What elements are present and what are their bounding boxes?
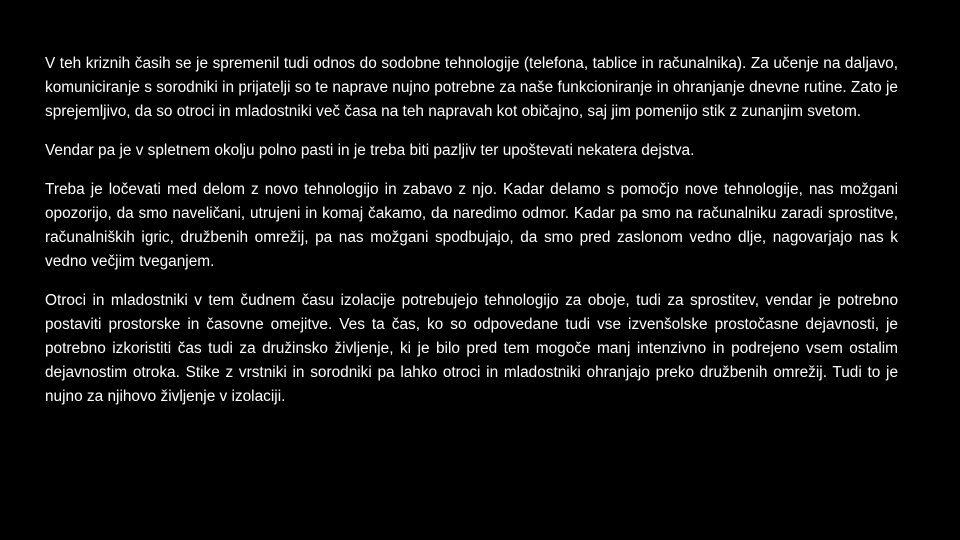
paragraph-work-vs-fun: Treba je ločevati med delom z novo tehnologijo in zabavo z njo. Kadar delamo s pomočjo nove tehnologije, nas možgani opozorijo, da smo naveličani, utrujeni in komaj čakamo, da naredimo odmor. Kadar pa smo na računalniku zaradi sprostitve, računalniških igric, družbenih omrežij, pa nas možgani spodbujajo, da smo pred zaslonom vedno dlje, nagovarjajo nas k vedno večjim tveganjem. [45, 181, 898, 270]
paragraph-online-pitfalls: Vendar pa je v spletnem okolju polno pasti in je treba biti pazljiv ter upoštevati nekatera dejstva. [45, 142, 695, 159]
paragraph-technology-attitude: V teh kriznih časih se je spremenil tudi odnos do sodobne tehnologije (telefona, tablice in računalnika). Za učenje na daljavo, komuniciranje s sorodniki in prijatelji so te naprave nujno potrebne za naše funkcioniranje in ohranjanje dnevne rutine. Zato je sprejemljivo, da so otroci in mladostniki več časa na teh napravah kot običajno, saj jim pomenijo stik z zunanjim svetom. [45, 55, 898, 120]
paragraph-isolation-limits: Otroci in mladostniki v tem čudnem času izolacije potrebujejo tehnologijo za oboje, tudi za sprostitev, vendar je potrebno postaviti prostorske in časovne omejitve. Ves ta čas, ko so odpovedane tudi vse izvenšolske prostočasne dejavnosti, je potrebno izkoristiti čas tudi za družinsko življenje, ki je bilo pred tem mogoče manj intenzivno in podrejeno vsem ostalim dejavnostim otroka. Stike z vrstniki in sorodniki pa lahko otroci in mladostniki ohranjajo preko družbenih omrežij. Tudi to je nujno za njihovo življenje v izolaciji. [45, 292, 898, 405]
